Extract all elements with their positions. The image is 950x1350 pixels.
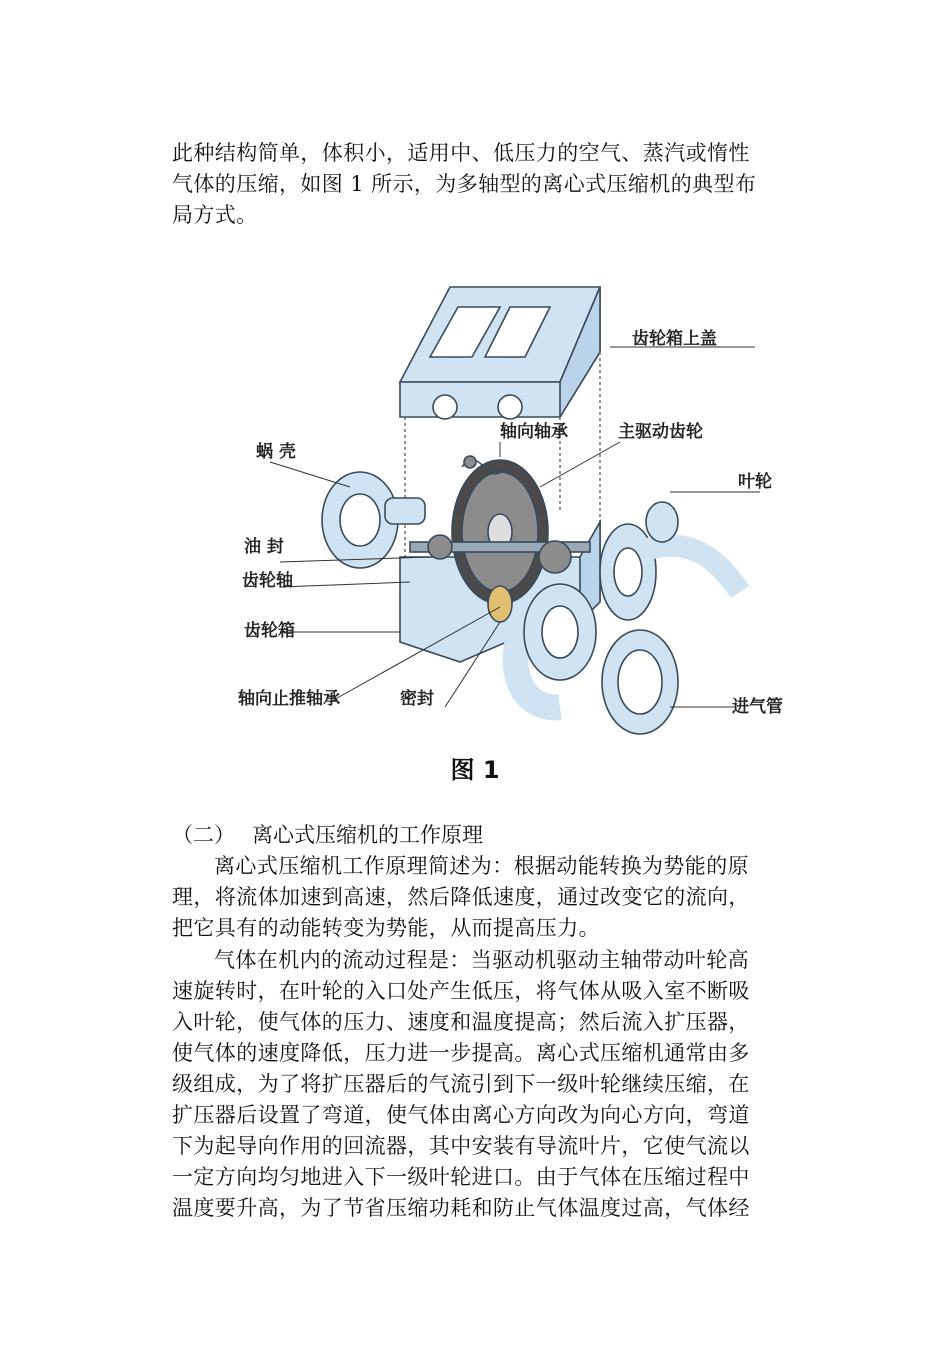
text-line: 下为起导向作用的回流器，其中安装有导流叶片，它使气流以 <box>172 1134 750 1158</box>
text-line: 温度要升高，为了节省压缩功耗和防止气体温度过高，气体经 <box>172 1196 750 1220</box>
label-inlet-pipe: 进气管 <box>732 697 783 717</box>
section-heading <box>172 820 483 851</box>
text-line: 入叶轮，使气体的压力、速度和温度提高；然后流入扩压器， <box>172 1010 750 1034</box>
text-line: 扩压器后设置了弯道，使气体由离心方向改为向心方向，弯道 <box>172 1103 750 1127</box>
section-number: （二） <box>172 823 235 847</box>
text-line: 把它具有的动能转变为势能，从而提高压力。 <box>172 916 600 940</box>
section-title: 离心式压缩机的工作原理 <box>252 823 483 847</box>
text-line: 局方式。 <box>172 203 258 227</box>
figure-caption: 图 1 <box>450 756 500 784</box>
text-line: 速旋转时，在叶轮的入口处产生低压，将气体从吸入室不断吸 <box>172 979 750 1003</box>
label-gearbox: 齿轮箱 <box>244 621 295 641</box>
label-seal: 密封 <box>400 689 434 709</box>
label-axial-bearing: 轴向轴承 <box>500 422 568 442</box>
text-line: 离心式压缩机工作原理简述为：根据动能转换为势能的原 <box>214 854 749 878</box>
label-oil-seal: 油 封 <box>244 537 284 557</box>
text-line: 气体的压缩，如图 1 所示，为多轴型的离心式压缩机的典型布 <box>172 172 757 196</box>
text-line: 理，将流体加速到高速，然后降低速度，通过改变它的流向， <box>172 885 750 909</box>
impeller-part <box>600 502 740 620</box>
compressor-exploded-diagram <box>200 262 820 742</box>
label-volute: 蜗 壳 <box>256 442 296 462</box>
label-gearbox-cover: 齿轮箱上盖 <box>632 329 717 349</box>
intro-paragraph <box>172 138 784 231</box>
label-gear-shaft: 齿轮轴 <box>242 571 293 591</box>
text-line: 使气体的速度降低，压力进一步提高。离心式压缩机通常由多 <box>172 1041 750 1065</box>
seal-part <box>488 586 512 622</box>
label-impeller: 叶轮 <box>738 472 772 492</box>
flow-paragraph <box>172 945 784 1224</box>
text-line: 此种结构简单，体积小，适用中、低压力的空气、蒸汽或惰性 <box>172 141 750 165</box>
text-line: 级组成，为了将扩压器后的气流引到下一级叶轮继续压缩，在 <box>172 1072 750 1096</box>
text-line: 气体在机内的流动过程是：当驱动机驱动主轴带动叶轮高 <box>214 948 749 972</box>
label-main-drive-gear: 主驱动齿轮 <box>618 422 703 442</box>
text-line: 一定方向均匀地进入下一级叶轮进口。由于气体在压缩过程中 <box>172 1165 750 1189</box>
main-drive-gear-part <box>452 460 548 604</box>
gearbox-cover-part <box>400 287 600 419</box>
volute-part <box>322 472 425 568</box>
label-axial-thrust-bearing: 轴向止推轴承 <box>238 689 340 709</box>
inlet-pipe-part <box>602 630 678 734</box>
principle-paragraph <box>172 851 784 944</box>
